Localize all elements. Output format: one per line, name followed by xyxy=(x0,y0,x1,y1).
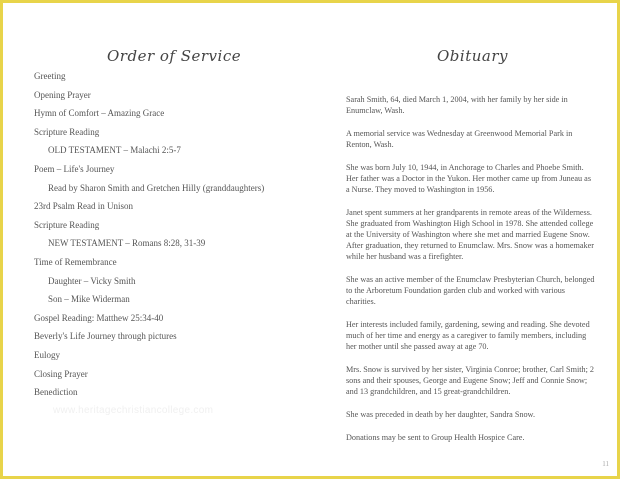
service-item: Son – Mike Widerman xyxy=(48,294,130,305)
service-item: Scripture Reading xyxy=(34,126,100,137)
service-item: Scripture Reading xyxy=(34,219,100,230)
obituary-title: Obituary xyxy=(437,47,508,65)
page-number: 11 xyxy=(602,460,609,468)
obituary-paragraph: She was born July 10, 1944, in Anchorage to Charles and Phoebe Smith. Her father was a Doctor in the Yukon. Her mother came up from Juneau as a Nurse. They moved to Washington in 1956. xyxy=(346,163,592,194)
obituary-paragraph: Sarah Smith, 64, died March 1, 2004, with her family by her side in Enumclaw, Wash. xyxy=(346,95,568,115)
obituary-paragraph: She was an active member of the Enumclaw Presbyterian Church, belonged to the Arboretum Foundation garden club and worked with various charities. xyxy=(346,275,595,306)
watermark: www.heritagechristiancollege.com xyxy=(53,405,214,416)
obituary-text xyxy=(346,94,596,455)
service-item: Opening Prayer xyxy=(34,89,91,100)
service-item: Gospel Reading: Matthew 25:34-40 xyxy=(34,312,164,323)
obituary-paragraph: Mrs. Snow is survived by her sister, Virginia Conroe; brother, Carl Smith; 2 sons and their spouses, George and Eugene Snow; Jeff and Connie Snow; and 13 grandchildren, and 15 great-grandchildren. xyxy=(346,365,595,396)
program-page xyxy=(3,3,617,476)
service-item: Greeting xyxy=(34,71,66,81)
obituary-paragraph: She was preceded in death by her daughter, Sandra Snow. xyxy=(346,410,535,419)
service-item: Beverly's Life Journey through pictures xyxy=(34,331,177,342)
service-item: Hymn of Comfort – Amazing Grace xyxy=(34,108,165,119)
service-item: Eulogy xyxy=(34,350,60,360)
obituary-paragraph: Donations may be sent to Group Health Hospice Care. xyxy=(346,433,525,442)
service-item: Closing Prayer xyxy=(34,368,88,379)
service-item: Read by Sharon Smith and Gretchen Hilly (granddaughters) xyxy=(48,182,265,193)
obituary-paragraph: A memorial service was Wednesday at Greenwood Memorial Park in Renton, Wash. xyxy=(346,129,573,149)
service-item: 23rd Psalm Read in Unison xyxy=(34,201,133,212)
service-item: Time of Remembrance xyxy=(34,257,117,267)
service-item: Benediction xyxy=(34,387,78,398)
obituary-paragraph: Janet spent summers at her grandparents in remote areas of the Wilderness. She graduated from Washington High School in 1978. She attended college at the University of Washington where she met and married Eugene Snow. After graduation, they returned to Enumclaw. Mrs. Snow was a homemaker while her husband was a firefighter. xyxy=(346,208,594,261)
service-item: Daughter – Vicky Smith xyxy=(48,275,136,286)
obituary-paragraph: Her interests included family, gardening, sewing and reading. She devoted much of her time and energy as a caregiver to family members, including her mother until she passed away at age 70. xyxy=(346,320,590,351)
service-item: NEW TESTAMENT – Romans 8:28, 31-39 xyxy=(48,238,206,249)
service-item: OLD TESTAMENT – Malachi 2:5-7 xyxy=(48,145,181,156)
service-item: Poem – Life's Journey xyxy=(34,164,115,174)
order-of-service-title: Order of Service xyxy=(107,47,242,65)
